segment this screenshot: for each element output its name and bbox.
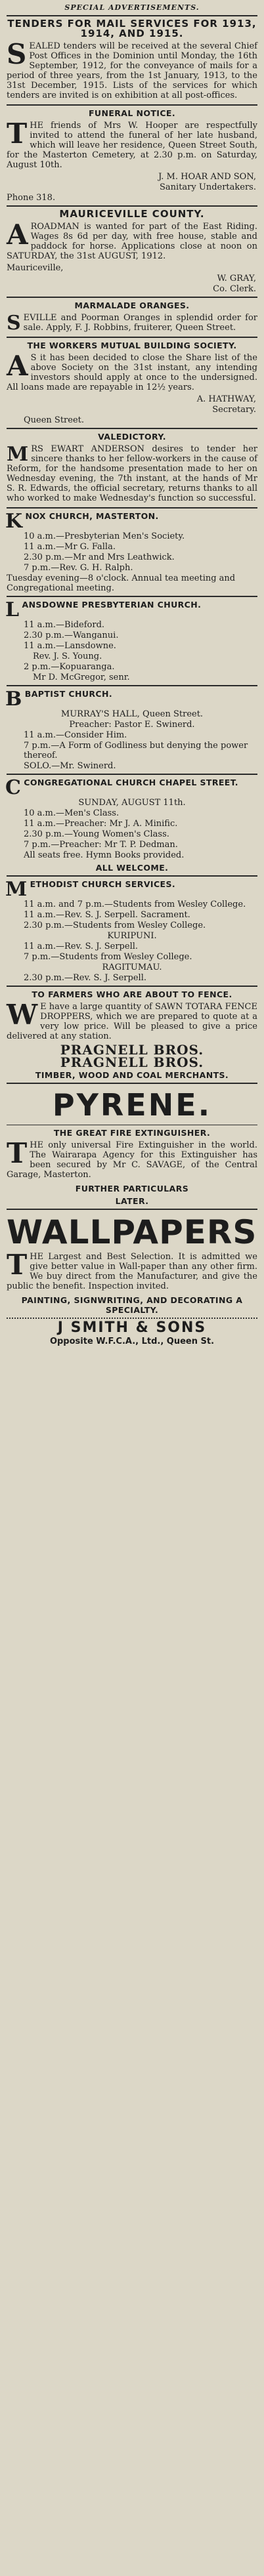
service-line: 10 a.m.—Presbyterian Men's Society. (24, 531, 185, 541)
workers-notice (4, 341, 260, 425)
service-line: 11 a.m.—Mr G. Falla. (24, 542, 116, 552)
divider (7, 1209, 257, 1210)
congregational-date: SUNDAY, AUGUST 11th. (78, 798, 186, 808)
service-line: Tuesday evening—8 o'clock. Annual tea meeting and Congregational meeting. (7, 573, 236, 593)
service-line: 2.30 p.m.—Rev. S. J. Serpell. (24, 973, 146, 983)
pyrene-logo: PYRENE. (52, 1087, 212, 1123)
service-line: 11 a.m.—Rev. S. J. Serpell. (24, 942, 139, 951)
pyrene-footer: LATER. (115, 1196, 149, 1206)
funeral-signer: J. M. HOAR AND SON, (158, 172, 256, 182)
farmers-fencing-ad (4, 989, 260, 1080)
funeral-signer-title: Sanitary Undertakers. (160, 182, 256, 192)
drop-cap: W (7, 999, 38, 1031)
divider (7, 875, 257, 877)
funeral-phone: Phone 318. (7, 193, 56, 203)
divider (7, 986, 257, 987)
workers-place: Queen Street. (24, 415, 85, 425)
drop-cap: B (5, 688, 22, 711)
drop-cap: M (5, 878, 28, 901)
firm-address: Opposite W.F.C.A., Ltd., Queen St. (49, 1337, 215, 1346)
drop-cap: T (7, 1249, 28, 1281)
pyrene-ad (4, 1088, 260, 1206)
mauriceville-heading: MAURICEVILLE COUNTY. (59, 208, 205, 220)
marmalade-notice (4, 301, 260, 334)
tenders-notice (4, 19, 260, 102)
methodist-subheading: RAGITUMAU. (102, 963, 162, 972)
mauriceville-signer: W. GRAY, (217, 274, 256, 283)
tenders-heading: TENDERS FOR MAIL SERVICES FOR 1913, 1914, AND 1915. (7, 18, 257, 39)
wallpapers-body: HE Largest and Best Selection. It is admitted we give better value in Wall-paper than any other firm. We buy direct from the Manufacturer, and give the public the benefit. Inspection invited. (7, 1252, 257, 1291)
workers-signer-title: Secretary. (212, 405, 256, 415)
baptist-preacher: Preacher: Pastor E. Swinerd. (69, 720, 195, 730)
divider (7, 596, 257, 597)
pyrene-body: HE only universal Fire Extinguisher in the world. The Wairarapa Agency for this Extinguisher has been secured by Mr C. SAVAGE, of the Central Garage, Masterton. (7, 1140, 257, 1180)
mauriceville-notice (4, 209, 260, 294)
service-line: Mr D. McGregor, senr. (33, 673, 130, 682)
farmers-heading: TO FARMERS WHO ARE ABOUT TO FENCE. (32, 989, 232, 999)
pyrene-heading: THE GREAT FIRE EXTINGUISHER. (53, 1128, 211, 1138)
firm-tagline: TIMBER, WOOD AND COAL MERCHANTS. (35, 1070, 229, 1080)
firm-name: J SMITH & SONS (57, 1319, 207, 1336)
service-line: 11 a.m.—Bideford. (24, 620, 105, 630)
drop-cap: A (7, 350, 28, 382)
service-line: 7 p.m.—Preacher: Mr T. P. Dedman. (24, 840, 178, 850)
service-line: Rev. J. S. Young. (33, 652, 102, 661)
service-line: 10 a.m.—Men's Class. (24, 808, 120, 818)
funeral-body: HE friends of Mrs W. Hooper are respectfully invited to attend the funeral of her late husband, which will leave her residence, Queen Street South, for the Masterton Cemetery, at 2.30 p.m. on Saturday, August 10th. (7, 121, 257, 170)
knox-heading: NOX CHURCH, MASTERTON. (25, 511, 159, 521)
service-line: 11 a.m.—Rev. S. J. Serpell. Sacrament. (24, 910, 190, 920)
service-line: 2.30 p.m.—Students from Wesley College. (24, 921, 206, 930)
congregational-welcome: ALL WELCOME. (95, 863, 169, 873)
methodist-subheading: KURIPUNI. (107, 931, 157, 941)
knox-church-notice (4, 511, 260, 593)
mauriceville-signer-title: Co. Clerk. (213, 284, 256, 294)
service-line: SOLO.—Mr. Swinerd. (24, 761, 116, 771)
service-line: 7 p.m.—Students from Wesley College. (24, 952, 192, 962)
divider (7, 297, 257, 298)
service-line: 7 p.m.—A Form of Godliness but denying the power thereof. (24, 741, 248, 760)
header-strip: SPECIAL ADVERTISEMENTS. (64, 3, 200, 12)
workers-signer: A. HATHWAY, (196, 394, 256, 404)
divider (7, 1318, 257, 1319)
mauriceville-body: ROADMAN is wanted for part of the East Riding. Wages 8s 6d per day, with free house, stable and paddock for horse. Applications close at noon on SATURDAY, the 31st AUGUST, 1912. (7, 222, 257, 261)
baptist-church-notice (4, 689, 260, 771)
pyrene-footer: FURTHER PARTICULARS (75, 1184, 189, 1194)
drop-cap: C (5, 776, 22, 799)
divider (7, 507, 257, 509)
funeral-notice (4, 108, 260, 203)
service-line: 7 p.m.—Rev. G. H. Ralph. (24, 563, 133, 573)
lansdowne-church-notice (4, 600, 260, 682)
congregational-heading: CONGREGATIONAL CHURCH CHAPEL STREET. (24, 778, 238, 787)
methodist-heading: ETHODIST CHURCH SERVICES. (30, 879, 176, 889)
wallpapers-logo: WALLPAPERS (7, 1213, 257, 1251)
drop-cap: A (7, 218, 28, 251)
marmalade-heading: MARMALADE ORANGES. (74, 301, 190, 310)
wallpapers-trade: PAINTING, SIGNWRITING, AND DECORATING A SPECIALTY. (21, 1295, 243, 1315)
firm-name: PRAGNELL BROS. (60, 1042, 204, 1058)
workers-body: S it has been decided to close the Share list of the above Society on the 31st instant, any intending investors should apply at once to the undersigned. All loans made are repayable in 12½ years. (7, 353, 257, 392)
congregational-church-notice (4, 778, 260, 873)
drop-cap: M (7, 443, 29, 466)
divider (7, 337, 257, 338)
service-line: 2.30 p.m.—Wanganui. (24, 631, 119, 640)
service-line: 2 p.m.—Kopuaranga. (24, 662, 115, 672)
service-line: 11 a.m.—Consider Him. (24, 730, 127, 740)
firm-name: PRAGNELL BROS. (60, 1054, 204, 1070)
valedictory-notice (4, 432, 260, 505)
divider (7, 428, 257, 429)
service-line: 11 a.m. and 7 p.m.—Students from Wesley College. (24, 900, 246, 909)
service-line: 2.30 p.m.—Mr and Mrs Leathwick. (24, 552, 175, 562)
mauriceville-place: Mauriceville, (7, 263, 64, 273)
lansdowne-heading: ANSDOWNE PRESBYTERIAN CHURCH. (22, 600, 202, 610)
divider (7, 774, 257, 775)
service-line: 11 a.m.—Preacher: Mr J. A. Minific. (24, 819, 178, 829)
workers-heading: THE WORKERS MUTUAL BUILDING SOCIETY. (27, 341, 237, 350)
valedictory-heading: VALEDICTORY. (98, 432, 166, 442)
divider (7, 205, 257, 207)
divider (7, 685, 257, 686)
baptist-hall: MURRAY'S HALL, Queen Street. (60, 709, 204, 719)
service-line: All seats free. Hymn Books provided. (24, 850, 185, 860)
wallpapers-ad (4, 1214, 260, 1346)
valedictory-body: RS EWART ANDERSON desires to tender her sincere thanks to her fellow-workers in the cause of Reform, for the handsome presentation made to her on Wednesday evening, the 7th instant, at the hands of Mr S. R. Edwards, the official secretary, returns thanks to all who worked to make Wednesday's function so successful. (7, 444, 257, 503)
service-line: 2.30 p.m.—Young Women's Class. (24, 829, 169, 839)
advertisement-column (4, 0, 260, 1346)
drop-cap: T (7, 117, 28, 150)
farmers-body: E have a large quantity of SAWN TOTARA FENCE DROPPERS, which we are prepared to quote at a very low price. Will be pleased to give a price delivered at any station. (7, 1002, 257, 1041)
baptist-heading: BAPTIST CHURCH. (24, 689, 112, 699)
funeral-heading: FUNERAL NOTICE. (88, 108, 176, 118)
divider (7, 1083, 257, 1084)
service-line: 11 a.m.—Lansdowne. (24, 641, 116, 651)
marmalade-body: EVILLE and Poorman Oranges in splendid order for sale. Apply, F. J. Robbins, fruiterer, Queen Street. (23, 313, 257, 333)
divider (7, 15, 257, 16)
tenders-body: EALED tenders will be received at the several Chief Post Offices in the Dominion until Monday, the 16th September, 1912, for the conveyance of mails for a period of three years, from the 1st January, 1913, to the 31st December, 1915. Lists of the services for which tenders are invited is on exhibition at all post-offices. (7, 41, 257, 100)
drop-cap: T (7, 1137, 28, 1169)
drop-cap: L (5, 598, 20, 621)
drop-cap: K (5, 510, 23, 533)
divider (7, 104, 257, 106)
drop-cap: S (7, 38, 27, 70)
drop-cap: S (7, 312, 21, 335)
methodist-church-notice (4, 879, 260, 983)
